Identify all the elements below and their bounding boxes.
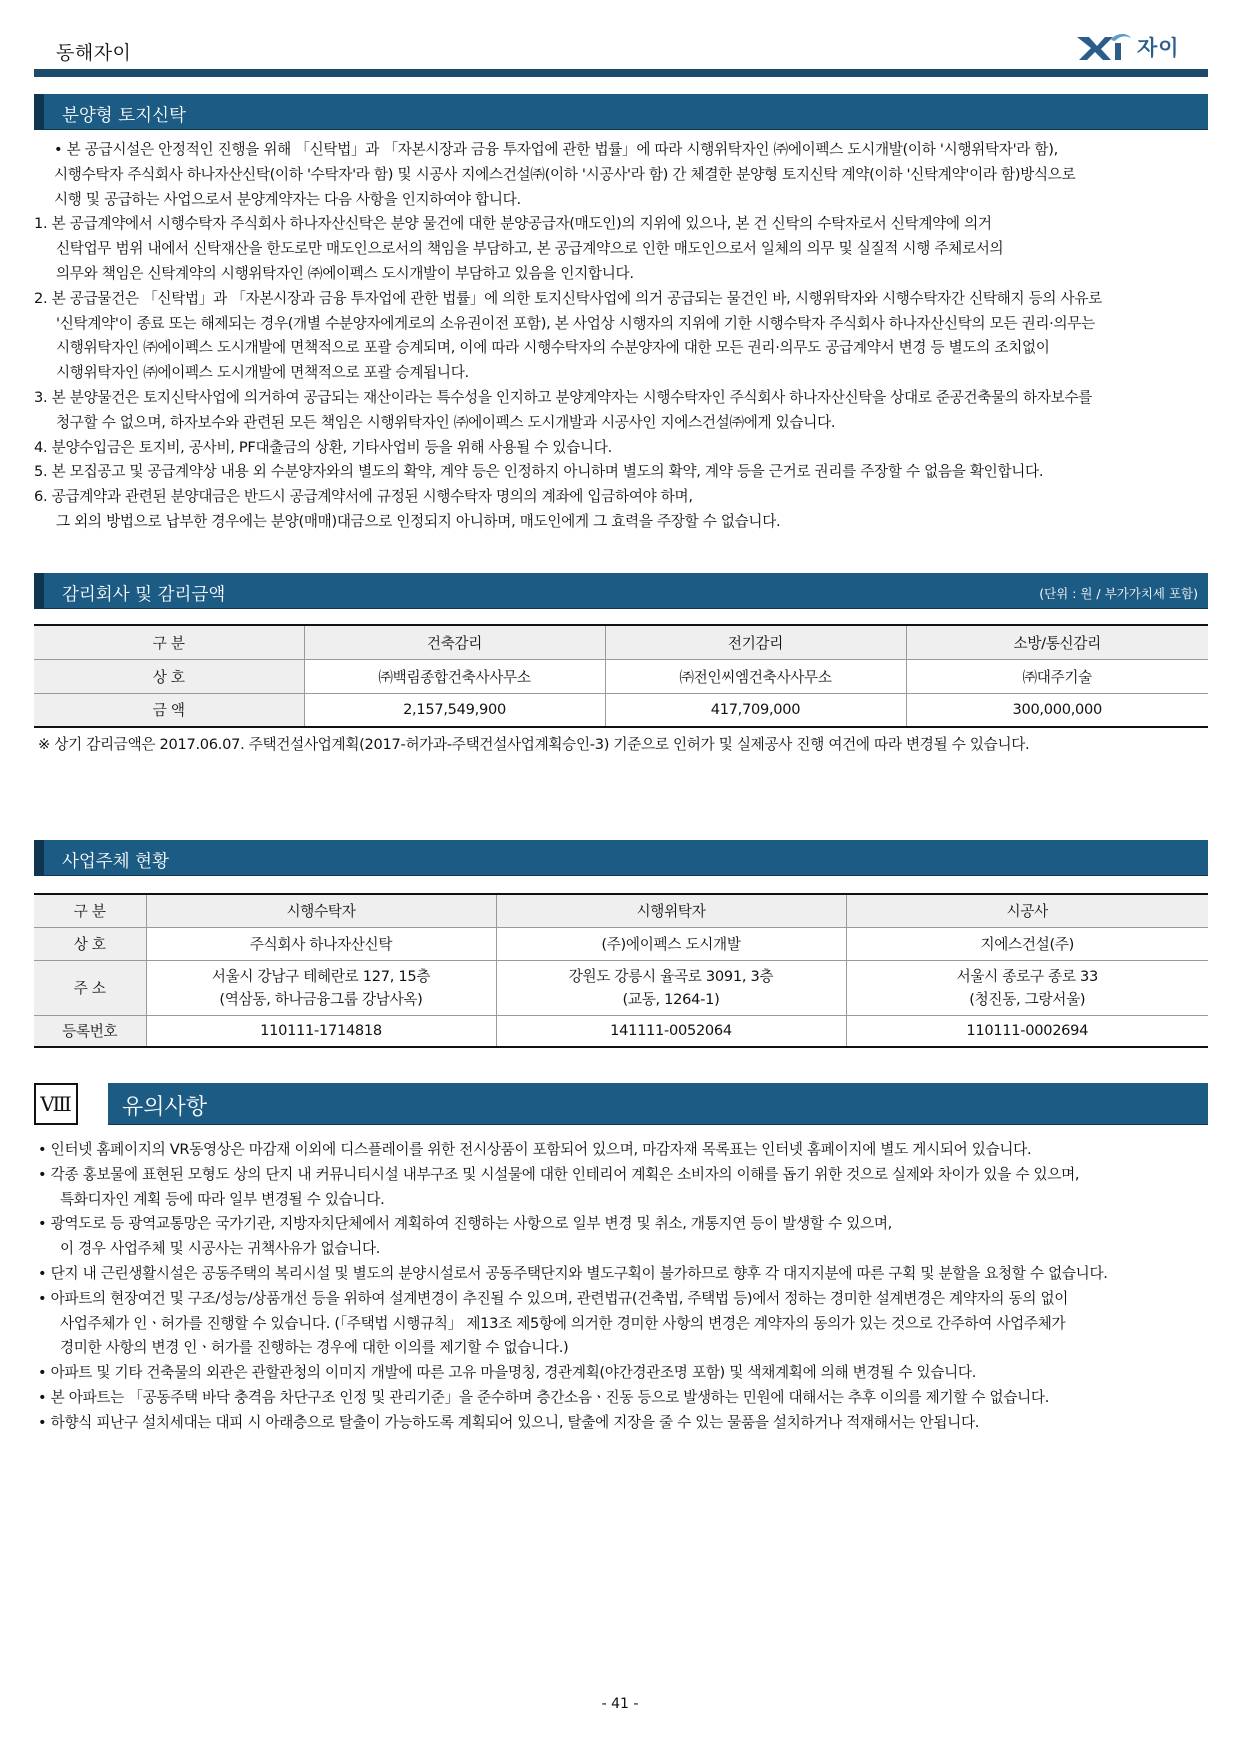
business-table — [34, 893, 1208, 1048]
table-row — [34, 659, 1208, 693]
table-cell: 110111-1714818 — [146, 1015, 496, 1047]
section-bar-trust — [34, 94, 1208, 130]
row-label: 상 호 — [34, 927, 146, 960]
text-line: 시행위탁자인 ㈜에이펙스 도시개발에 면책적으로 포괄 승계되며, 이에 따라 시행수탁자의 수분양자에 대한 모든 권리·의무도 공급계약서 변경 등 별도의 조치없이 — [56, 339, 1050, 357]
supervision-note: ※ 상기 감리금액은 2017.06.07. 주택건설사업계획(2017-허가과-주택건설사업계획승인-3) 기준으로 인허가 및 실제공사 진행 여건에 따라 변경될 수 있습니다. — [38, 736, 1030, 753]
section-title: 감리회사 및 감리금액 — [62, 585, 226, 605]
table-header-row — [34, 894, 1208, 927]
text-line: • 본 아파트는 「공동주택 바닥 충격음 차단구조 인정 및 관리기준」을 준수하며 층간소음ㆍ진동 등으로 발생하는 민원에 대해서는 추후 이의를 제기할 수 없습니다. — [38, 1388, 1050, 1406]
text-line: 4. 분양수입금은 토지비, 공사비, PF대출금의 상환, 기타사업비 등을 위해 사용될 수 있습니다. — [34, 438, 612, 456]
table-header-cell: 소방/통신감리 — [906, 625, 1208, 659]
table-cell — [496, 960, 846, 1015]
row-label: 금 액 — [34, 693, 304, 727]
text-line: 이 경우 사업주체 및 시공사는 귀책사유가 없습니다. — [60, 1240, 381, 1258]
address-line: 강원도 강릉시 율곡로 3091, 3층 — [568, 967, 774, 985]
xi-logo-icon — [1075, 33, 1133, 61]
text-line: • 본 공급시설은 안정적인 진행을 위해 「신탁법」과 「자본시장과 금융 투자업에 관한 법률」에 따라 시행위탁자인 ㈜에이펙스 도시개발(이하 '시행위탁자'라 함), — [54, 141, 1058, 158]
text-line: • 각종 홍보물에 표현된 모형도 상의 단지 내 커뮤니티시설 내부구조 및 시설물에 대한 인테리어 계획은 소비자의 이해를 돕기 위한 것으로 실제와 차이가 있을 수 있으며, — [38, 1165, 1080, 1183]
address-line: (교동, 1264-1) — [622, 990, 720, 1008]
text-line: 시행수탁자 주식회사 하나자산신탁(이하 '수탁자'라 함) 및 시공사 지에스건설㈜(이하 '시공사'라 함) 간 체결한 분양형 토지신탁 계약(이하 '신탁계약'이라 함)방식으로 — [54, 165, 1076, 183]
table-row — [34, 927, 1208, 960]
document-title: 동해자이 — [56, 42, 132, 64]
address-line: (청진동, 그랑서울) — [969, 990, 1086, 1008]
text-line: 의무와 책임은 신탁계약의 시행위탁자인 ㈜에이펙스 도시개발이 부담하고 있음을 인지합니다. — [56, 264, 634, 282]
chapter-title: 유의사항 — [122, 1095, 208, 1120]
table-row — [34, 1015, 1208, 1047]
page-number: - 41 - — [601, 1696, 639, 1712]
text-line: 특화디자인 계획 등에 따라 일부 변경될 수 있습니다. — [60, 1190, 385, 1208]
text-line: • 인터넷 홈페이지의 VR동영상은 마감재 이외에 디스플레이를 위한 전시상품이 포함되어 있으며, 마감자재 목록표는 인터넷 홈페이지에 별도 게시되어 있습니다. — [38, 1141, 1032, 1158]
chapter-number: Ⅷ — [34, 1083, 78, 1125]
table-header-cell: 전기감리 — [605, 625, 906, 659]
text-line: • 단지 내 근린생활시설은 공동주택의 복리시설 및 별도의 분양시설로서 공동주택단지와 별도구획이 불가하므로 향후 각 대지지분에 따른 구획 및 분할을 요청할 수 없습니다. — [38, 1264, 1108, 1282]
supervision-table — [34, 624, 1208, 728]
text-line: 신탁업무 범위 내에서 신탁재산을 한도로만 매도인으로서의 책임을 부담하고, 본 공급계약으로 인한 매도인으로서 일체의 의무 및 실질적 시행 주체로서의 — [56, 240, 1004, 258]
text-line: 그 외의 방법으로 납부한 경우에는 분양(매매)대금으로 인정되지 아니하며, 매도인에게 그 효력을 주장할 수 없습니다. — [56, 512, 781, 530]
address-line: 서울시 강남구 테헤란로 127, 15층 — [211, 967, 431, 985]
table-cell: ㈜백림종합건축사사무소 — [304, 659, 605, 693]
notice-text — [34, 1138, 1208, 1436]
text-line: 3. 본 분양물건은 토지신탁사업에 의거하여 공급되는 재산이라는 특수성을 인지하고 분양계약자는 시행수탁자인 주식회사 하나자산신탁을 상대로 준공건축물의 하자보수를 — [34, 388, 1093, 406]
text-line: '신탁계약'이 종료 또는 해제되는 경우(개별 수분양자에게로의 소유권이전 포함), 본 사업상 시행자의 지위에 기한 시행수탁자 주식회사 하나자산신탁의 모든 권리·의무는 — [56, 314, 1095, 332]
section-title: 사업주체 현황 — [62, 852, 169, 872]
trust-text — [34, 138, 1208, 535]
address-line: 서울시 종로구 종로 33 — [956, 967, 1098, 985]
table-cell — [846, 960, 1208, 1015]
table-cell: ㈜전인씨엠건축사사무소 — [605, 659, 906, 693]
text-line: • 아파트의 현장여건 및 구조/성능/상품개선 등을 위하여 설계변경이 추진될 수 있으며, 관련법규(건축법, 주택법 등)에서 정하는 경미한 설계변경은 계약자의 동의 없이 — [38, 1289, 1069, 1307]
chapter-bar — [108, 1083, 1208, 1125]
header-rule — [34, 69, 1208, 77]
address-line: (역삼동, 하나금융그룹 강남사옥) — [219, 990, 423, 1008]
table-cell — [146, 960, 496, 1015]
text-line: 청구할 수 없으며, 하자보수와 관련된 모든 책임은 시행위탁자인 ㈜에이펙스 도시개발과 시공사인 지에스건설㈜에게 있습니다. — [56, 413, 836, 431]
text-line: • 하향식 피난구 설치세대는 대피 시 아래층으로 탈출이 가능하도록 계획되어 있으니, 탈출에 지장을 줄 수 있는 물품을 설치하거나 적재해서는 안됩니다. — [38, 1413, 980, 1431]
table-header-cell: 시행위탁자 — [496, 894, 846, 927]
text-line: 2. 본 공급물건은 「신탁법」과 「자본시장과 금융 투자업에 관한 법률」에 의한 토지신탁사업에 의거 공급되는 물건인 바, 시행위탁자와 시행수탁자간 신탁해지 등의 사유로 — [34, 289, 1102, 307]
row-label: 등록번호 — [34, 1015, 146, 1047]
unit-label: (단위 : 원 / 부가가치세 포함) — [1039, 586, 1198, 601]
table-cell: 110111-0002694 — [846, 1015, 1208, 1047]
text-line: • 광역도로 등 광역교통망은 국가기관, 지방자치단체에서 계획하여 진행하는 사항으로 일부 변경 및 취소, 개통지연 등이 발생할 수 있으며, — [38, 1215, 892, 1233]
row-label: 상 호 — [34, 659, 304, 693]
section-bar-supervision — [34, 573, 1208, 609]
text-line: 5. 본 모집공고 및 공급계약상 내용 외 수분양자와의 별도의 확약, 계약 등은 인정하지 아니하며 별도의 확약, 계약 등을 근거로 권리를 주장할 수 없음을 확인합니다. — [34, 463, 1044, 481]
text-line: 사업주체가 인ㆍ허가를 진행할 수 있습니다. (「주택법 시행규칙」 제13조 제5항에 의거한 경미한 사항의 변경은 계약자의 동의가 있는 것으로 간주하여 사업주체가 — [60, 1314, 1066, 1332]
table-cell: (주)에이펙스 도시개발 — [496, 927, 846, 960]
text-line: 경미한 사항의 변경 인ㆍ허가를 진행하는 경우에 대한 이의를 제기할 수 없습니다.) — [60, 1339, 569, 1357]
table-header-cell: 시행수탁자 — [146, 894, 496, 927]
row-label: 주 소 — [34, 960, 146, 1015]
table-cell: 417,709,000 — [605, 693, 906, 727]
text-line: 6. 공급계약과 관련된 분양대금은 반드시 공급계약서에 규정된 시행수탁자 명의의 계좌에 입금하여야 하며, — [34, 488, 693, 506]
text-line: 1. 본 공급계약에서 시행수탁자 주식회사 하나자산신탁은 분양 물건에 대한 분양공급자(매도인)의 지위에 있으나, 본 건 신탁의 수탁자로서 신탁계약에 의거 — [34, 215, 992, 233]
table-cell: 300,000,000 — [906, 693, 1208, 727]
table-header-cell: 건축감리 — [304, 625, 605, 659]
table-header-cell: 구 분 — [34, 625, 304, 659]
table-header-cell: 구 분 — [34, 894, 146, 927]
table-cell: 2,157,549,900 — [304, 693, 605, 727]
table-cell: 주식회사 하나자산신탁 — [146, 927, 496, 960]
section-bar-business — [34, 840, 1208, 876]
table-header-row — [34, 625, 1208, 659]
table-cell: 지에스건설(주) — [846, 927, 1208, 960]
table-header-cell: 시공사 — [846, 894, 1208, 927]
table-row — [34, 693, 1208, 727]
table-cell: 141111-0052064 — [496, 1015, 846, 1047]
logo-text: 자이 — [1137, 36, 1180, 60]
xi-logo — [1075, 32, 1195, 62]
table-row — [34, 960, 1208, 1015]
text-line: • 아파트 및 기타 건축물의 외관은 관할관청의 이미지 개발에 따른 고유 마을명칭, 경관계획(야간경관조명 포함) 및 색채계획에 의해 변경될 수 있습니다. — [38, 1364, 977, 1382]
section-title: 분양형 토지신탁 — [62, 106, 186, 126]
table-cell: ㈜대주기술 — [906, 659, 1208, 693]
text-line: 시행 및 공급하는 사업으로서 분양계약자는 다음 사항을 인지하여야 합니다. — [54, 190, 521, 208]
text-line: 시행위탁자인 ㈜에이펙스 도시개발에 면책적으로 포괄 승계됩니다. — [56, 364, 469, 382]
